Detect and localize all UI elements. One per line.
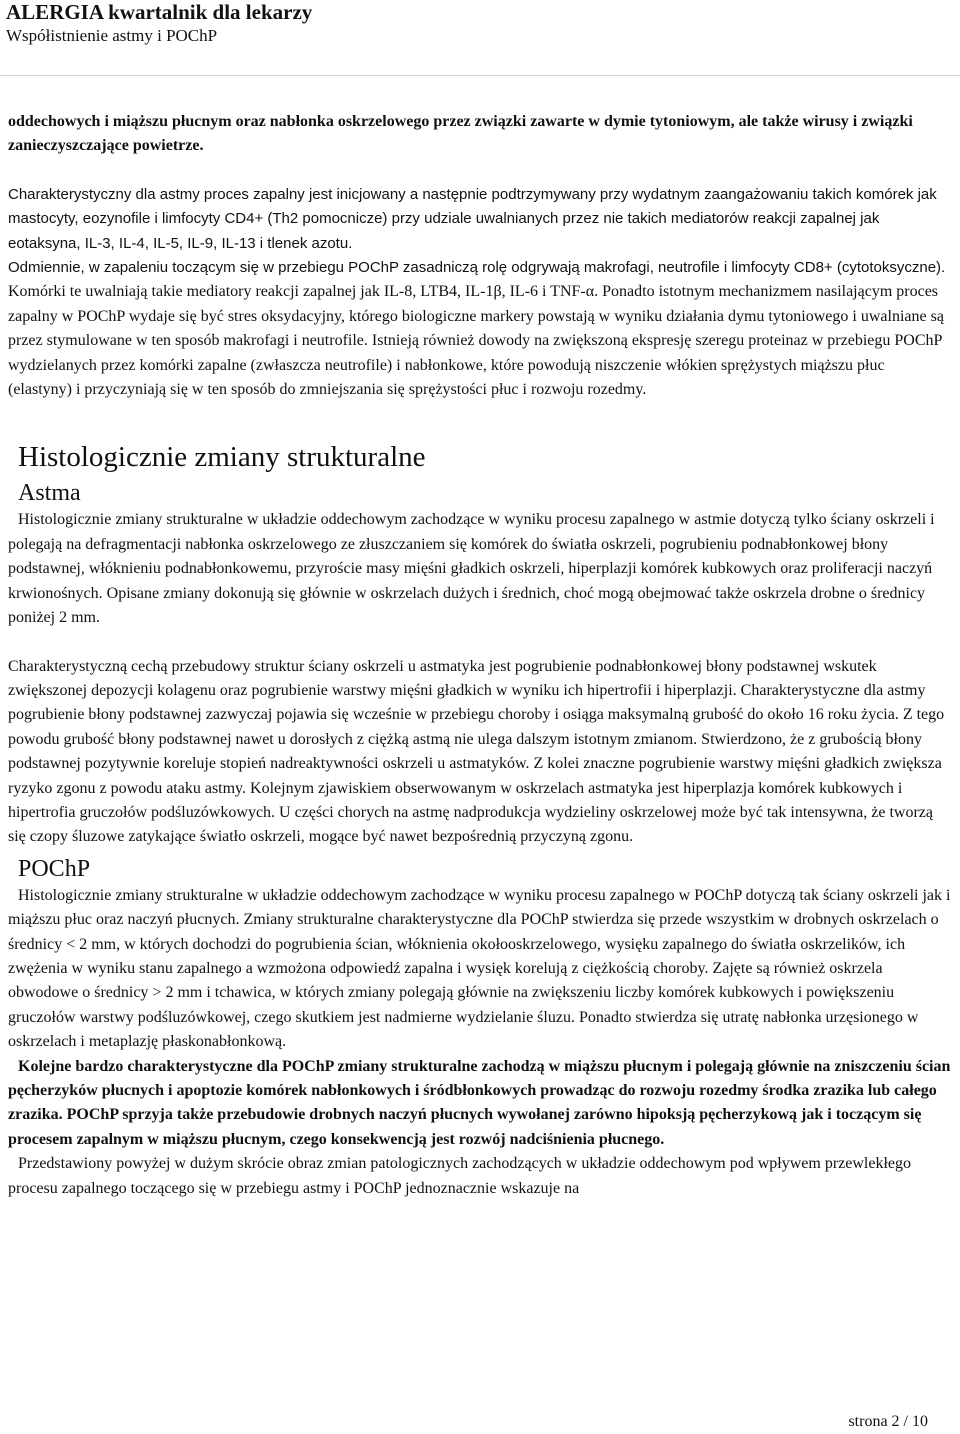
paragraph-summary: Przedstawiony powyżej w dużym skrócie obraz zmian patologicznych zachodzących w układzie oddechowym pod wpływem przewlekłego procesu zapalnego toczącego się w przebiegu astmy i POChP jednoznacznie wskazuje na: [8, 1155, 912, 1197]
paragraph-asthma-inflammation: Charakterystyczny dla astmy proces zapalny jest inicjowany a następnie podtrzymywany przy wydatnym zaangażowaniu takich komórek jak mastocyty, eozynofile i limfocyty CD4+ (Th2 pomocnicze) przy udziale uwalnianych przez nie takich mediatorów reakcji zapalnej jak eotaksyna, IL-3, IL-4, IL-5, IL-9, IL-13 i tlenek azotu.: [8, 185, 937, 252]
article-title: Współistnienie astmy i POChP: [6, 26, 218, 45]
journal-title: ALERGIA kwartalnik dla lekarzy: [6, 0, 313, 24]
subheading-pochp: POChP: [18, 855, 91, 882]
paragraph-copd-inflammation: [8, 256, 952, 402]
paragraph-copd-parenchyma: Kolejne bardzo charakterystyczne dla POChP zmiany strukturalne zachodzą w miąższu płucnym i polegają głównie na zniszczeniu ścian pęcherzyków płucnych i apoptozie komórek nabłonkowych i śródbłonkowych prowadząc do rozwoju rozedmy środka zrazika lub całego zrazika. POChP sprzyja także przebudowie drobnych naczyń płucnych wywołanej zarówno hipoksją pęcherzykową jak i toczącym się procesem zapalnym w miąższu płucnym, czego konsekwencją jest rozwój nadciśnienia płucnego.: [8, 1057, 951, 1148]
paragraph-intro: oddechowych i miąższu płucnym oraz nabłonka oskrzelowego przez związki zawarte w dymie tytoniowym, ale także wirusy i związki zanieczyszczające powietrze.: [8, 113, 913, 155]
paragraph-asthma-remodeling: Charakterystyczną cechą przebudowy struktur ściany oskrzeli u astmatyka jest pogrubienie podnabłonkowej błony podstawnej wskutek zwiększonej depozycji kolagenu oraz pogrubienie warstwy mięśni gładkich w wyniku ich hipertrofii i hiperplazji. Charakterystyczne dla astmy pogrubienie błony podstawnej zazwyczaj pojawia się wcześnie w przebiegu choroby i osiąga maksymalną grubość do około 16 roku życia. Z tego powodu grubość błony podstawnej nawet u dorosłych z ciężką astmą nie ulega dalszym istotnym zmianom. Stwierdzono, że z grubością błony podstawnej pozytywnie koreluje stopień nadreaktywności oskrzeli u astmatyków. Z kolei znaczne pogrubienie warstwy mięśni gładkich zwiększa ryzyko zgonu z powodu ataku astmy. Kolejnym zjawiskiem obserwowanym w oskrzelach astmatyka jest hiperplazja komórek kubkowych i hipertrofia gruczołów podśluzówkowych. U części chorych na astmę nadprodukcja wydzieliny oskrzelowej może być tak intensywna, że tworzą się czopy śluzowe zatykające światło oskrzeli, mogące być nawet bezpośrednią przyczyną zgonu.: [8, 657, 945, 846]
subheading-astma: Astma: [18, 480, 81, 507]
paragraph-copd-cells: Odmiennie, w zapaleniu toczącym się w przebiegu POChP zasadniczą rolę odgrywają makrofagi, neutrofile i limfocyty CD8+ (cytotoksyczne).: [8, 259, 946, 277]
section-heading-structural-changes: Histologicznie zmiany strukturalne: [18, 441, 426, 474]
paragraph-copd-histology: Histologicznie zmiany strukturalne w układzie oddechowym zachodzące w wyniku procesu zapalnego w POChP dotyczą tak ściany oskrzeli jak i miąższu płuc oraz naczyń płucnych. Zmiany strukturalne charakterystyczne dla POChP stwierdza się przede wszystkim w drobnych oskrzelach o średnicy < 2 mm, w których dochodzi do pogrubienia ścian, włóknienia okołooskrzelowego, wysięku zapalnego do światła oskrzelików, ich zwężenia w wyniku stanu zapalnego a wzmożona odpowiedź zapalna i wysięk korelują z ciężkością choroby. Zajęte są również oskrzela obwodowe o średnicy > 2 mm i tchawica, w których zmiany polegają głównie na zwiększeniu liczby komórek kubkowych i powiększeniu gruczołów warstwy podśluzówkowej, czego skutkiem jest nadmierne wydzielanie śluzu. Ponadto stwierdza się utratę nabłonka urzęsionego w oskrzelach i metaplazję płaskonabłonkową.: [8, 886, 951, 1051]
article-body: [8, 110, 952, 1201]
paragraph-asthma-histology: Histologicznie zmiany strukturalne w układzie oddechowym zachodzące w wyniku procesu zapalnego w astmie dotyczą tylko ściany oskrzeli i polegają na defragmentacji nabłonka oskrzelowego ze złuszczaniem się komórek do światła oskrzeli, pogrubieniu podnabłonkowej błony podstawnej, włóknieniu podnabłonkowemu, przyroście masy mięśni gładkich oskrzeli, hiperplazji komórek kubkowych oraz proliferacji naczyń krwionośnych. Opisane zmiany dokonują się głównie w oskrzelach dużych i średnich, choć mogą obejmować także oskrzela drobne o średnicy poniżej 2 mm.: [8, 511, 935, 627]
header-divider: [0, 75, 960, 76]
page-header: [6, 0, 956, 47]
paragraph-copd-mediators: Komórki te uwalniają takie mediatory reakcji zapalnej jak IL-8, LTB4, IL-1β, IL-6 i TNF-α. Ponadto istotnym mechanizmem nasilającym proces zapalny w POChP wydaje się być stres oksydacyjny, którego biologiczne markery powstają w wyniku działania dymu tytoniowego i uwalniane są przez stymulowane w ten sposób makrofagi i neutrofile. Istnieją również dowody na zwiększoną ekspresję szeregu proteinaz w przebiegu POChP wydzielanych przez komórki zapalne (zwłaszcza neutrofile) i nabłonkowe, które powodują niszczenie włókien sprężystych miąższu płuc (elastyny) i przyczyniają się w ten sposób do zmniejszania się sprężystości płuc i rozwoju rozedmy.: [8, 283, 944, 399]
page-number: strona 2 / 10: [848, 1413, 928, 1430]
